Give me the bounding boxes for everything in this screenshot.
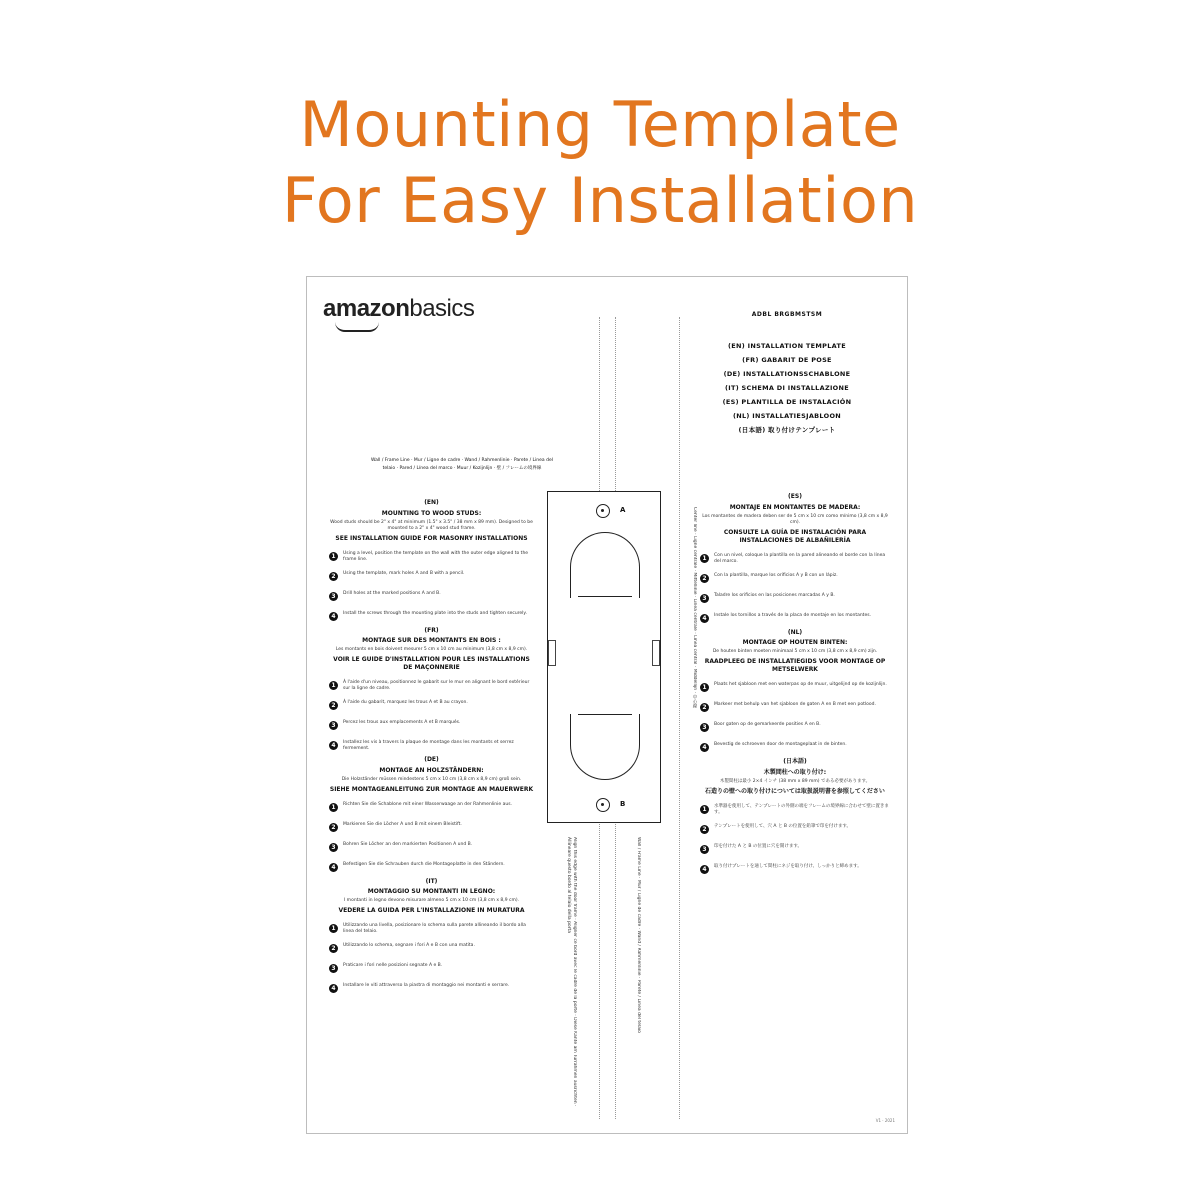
template-titles	[707, 339, 867, 437]
step-text: Utilizzando una livella, posizionare lo schema sulla parete allineando il bordo alla linea del telaio.	[343, 923, 526, 934]
section-intro: I montanti in legno devono misurare almeno 5 cm x 10 cm (3,8 cm x 8,9 cm).	[343, 898, 520, 903]
section-language: (DE)	[424, 756, 439, 763]
instruction-step	[700, 864, 890, 876]
step-number-badge: 1	[700, 683, 709, 692]
step-text: Con la plantilla, marque los orificios A y B con un lápiz.	[714, 572, 838, 578]
step-number-badge: 4	[700, 743, 709, 752]
section-intro: Wood studs should be 2" x 4" at minimum (1.5" x 3.5" / 38 mm x 89 mm). Designed to be mounted to a 2" x 4" wood stud frame.	[330, 519, 533, 531]
instruction-step	[700, 702, 890, 714]
section-heading: MONTAGE SUR DES MONTANTS EN BOIS :	[362, 637, 501, 644]
step-number-badge: 3	[329, 843, 338, 852]
step-text: テンプレートを使用して、穴 A と B の位置を鉛筆で印を付けます。	[714, 823, 852, 829]
template-title: (EN) INSTALLATION TEMPLATE	[728, 342, 846, 350]
step-number-badge: 2	[700, 703, 709, 712]
instruction-step	[700, 553, 890, 565]
step-number-badge: 2	[329, 944, 338, 953]
section-heading: MOUNTING TO WOOD STUDS:	[381, 509, 482, 517]
frame-line-note: Wall / Frame Line · Mur / Ligne de cadre · Wand / Rahmenlinie · Parete / Linea del telaio · Pared / Línea del marco · Muur / Kozijnlijn · 壁 / フレームの境界線	[371, 458, 553, 471]
step-number-badge: 4	[329, 984, 338, 993]
template-title: (ES) PLANTILLA DE INSTALACIÓN	[722, 398, 852, 406]
step-number-badge: 2	[329, 701, 338, 710]
side-tab-right	[652, 640, 660, 666]
instruction-step	[329, 700, 534, 712]
step-text: Instale los tornillos a través de la placa de montaje en los montantes.	[714, 612, 871, 618]
brand-logo	[323, 295, 474, 323]
side-tab-left	[548, 640, 556, 666]
instructions-left-column	[329, 495, 534, 995]
footer-code: V1 · 2021	[875, 1118, 895, 1123]
section-heading: 木製間柱への取り付け:	[763, 768, 827, 776]
step-text: Install the screws through the mounting plate into the studs and tighten securely.	[343, 610, 527, 616]
section-intro: Die Holzständer müssen mindestens 5 cm x 10 cm (3,8 cm x 8,9 cm) groß sein.	[341, 776, 522, 782]
step-text: Boor gaten op de gemarkeerde posities A en B.	[714, 722, 821, 727]
instruction-step	[329, 822, 534, 834]
step-text: Plaats het sjabloon met een waterpas op de muur, uitgelijnd op de kozijnlijn.	[714, 682, 887, 687]
section-subheading: 石造りの壁への取り付けについては取扱説明書を参照してください	[705, 787, 885, 795]
step-number-badge: 1	[329, 552, 338, 561]
template-title: (NL) INSTALLATIESJABLOON	[732, 412, 842, 420]
hole-label-a: A	[620, 506, 626, 514]
mounting-plate-outline	[547, 491, 661, 823]
step-text: Befestigen Sie die Schrauben durch die Montageplatte in den Ständern.	[343, 861, 505, 867]
model-number: ADBL BRGBMSTSM	[751, 311, 823, 318]
step-number-badge: 3	[700, 723, 709, 732]
step-number-badge: 4	[329, 612, 338, 621]
vertical-note-2: Wall / Frame Line · Mur / Ligne de cadre · Wand / Rahmenlinie · Parete / Linea del telaio	[636, 837, 641, 1033]
instruction-step	[329, 591, 534, 603]
instruction-step	[700, 824, 890, 836]
step-number-badge: 1	[700, 554, 709, 563]
step-text: Installez les vis à travers la plaque de montage dans les montants et serrez fermement.	[343, 740, 514, 751]
vertical-note-1: Align this edge with the door frame · Aligner ce bord avec le cadre de la porte · Diese Kante am Türrahmen ausrichten · Allineare questo bordo al telaio della porta	[566, 837, 577, 1107]
instruction-step	[700, 722, 890, 734]
hole-label-b: B	[620, 800, 626, 808]
instruction-step	[700, 613, 890, 625]
step-text: Using a level, position the template on the wall with the outer edge aligned to the frame line.	[343, 550, 529, 562]
step-text: Bohren Sie Löcher an den markierten Positionen A und B.	[343, 841, 473, 847]
step-text: Markieren Sie die Löcher A und B mit einem Bleistift.	[343, 821, 462, 827]
lower-slot-outline	[570, 714, 640, 780]
section-subheading: VEDERE LA GUIDA PER L'INSTALLAZIONE IN MURATURA	[338, 907, 525, 914]
instruction-step	[329, 551, 534, 563]
installation-template-sheet	[306, 276, 908, 1134]
section-subheading: CONSULTE LA GUÍA DE INSTALACIÓN PARA INSTALACIONES DE ALBAÑILERÍA	[723, 528, 867, 544]
instruction-step	[329, 740, 534, 752]
step-number-badge: 4	[700, 865, 709, 874]
step-number-badge: 2	[329, 823, 338, 832]
step-text: Using the template, mark holes A and B with a pencil.	[343, 570, 465, 576]
instruction-step	[329, 983, 534, 995]
section-intro: 木製間柱は最小 2×4 インチ (38 mm x 89 mm) である必要があります。	[719, 778, 871, 784]
section-language: (ES)	[788, 493, 802, 500]
step-text: Installare le viti attraverso la piastra di montaggio nei montanti e serrare.	[343, 983, 510, 988]
step-number-badge: 3	[329, 592, 338, 601]
instruction-step	[700, 804, 890, 816]
instruction-step	[700, 844, 890, 856]
step-text: Drill holes at the marked positions A and B.	[343, 590, 441, 596]
step-number-badge: 3	[700, 845, 709, 854]
step-number-badge: 3	[329, 721, 338, 730]
step-number-badge: 1	[329, 681, 338, 690]
section-language: (日本語)	[783, 758, 807, 765]
section-subheading: VOIR LE GUIDE D'INSTALLATION POUR LES INSTALLATIONS DE MAÇONNERIE	[333, 656, 530, 671]
step-text: Taladre los orificios en las posiciones marcadas A y B.	[714, 592, 835, 598]
headline-line-1: Mounting Template	[299, 88, 901, 161]
step-text: Bevestig de schroeven door de montageplaat in de binten.	[714, 742, 847, 747]
instruction-step	[329, 923, 534, 935]
instruction-step	[329, 680, 534, 692]
template-title: (FR) GABARIT DE POSE	[742, 356, 832, 364]
section-heading: MONTAGE OP HOUTEN BINTEN:	[742, 639, 848, 646]
smile-arrow-icon	[335, 322, 379, 332]
step-number-badge: 2	[700, 825, 709, 834]
template-title: (DE) INSTALLATIONSSCHABLONE	[723, 370, 851, 378]
section-heading: MONTAGE AN HOLZSTÄNDERN:	[379, 766, 484, 774]
step-text: À l'aide du gabarit, marquez les trous A et B au crayon.	[343, 700, 468, 705]
instruction-step	[329, 943, 534, 955]
instruction-step	[329, 862, 534, 874]
upper-slot-outline	[570, 532, 640, 598]
step-text: Markeer met behulp van het sjabloon de gaten A en B met een potlood.	[714, 702, 876, 707]
step-text: Con un nivel, coloque la plantilla en la pared alineando el borde con la línea del marco.	[714, 552, 886, 564]
step-number-badge: 4	[329, 741, 338, 750]
step-number-badge: 4	[329, 863, 338, 872]
section-language: (NL)	[787, 628, 803, 636]
step-number-badge: 1	[329, 924, 338, 933]
template-title: (IT) SCHEMA DI INSTALLAZIONE	[725, 384, 849, 392]
brand-logo-part1: amazon	[323, 295, 410, 322]
screw-hole-a-icon	[596, 504, 610, 518]
template-title: (日本語) 取り付けテンプレート	[738, 426, 836, 434]
instruction-step	[329, 842, 534, 854]
section-language: (FR)	[424, 626, 439, 634]
instruction-step	[329, 720, 534, 732]
section-heading: MONTAJE EN MONTANTES DE MADERA:	[729, 503, 861, 511]
step-text: Richten Sie die Schablone mit einer Wasserwaage an der Rahmenlinie aus.	[343, 801, 512, 807]
step-text: À l'aide d'un niveau, positionnez le gabarit sur le mur en alignant le bord extérieur sur la ligne de cadre.	[343, 680, 530, 691]
step-text: Percez les trous aux emplacements A et B marqués.	[343, 720, 461, 725]
instruction-step	[329, 571, 534, 583]
section-intro: Los montantes de madera deben ser de 5 cm x 10 cm como mínimo (3,8 cm x 8,9 cm).	[702, 513, 888, 525]
instruction-step	[700, 573, 890, 585]
instruction-step	[700, 742, 890, 754]
step-text: 印を付けた A と B の位置に穴を開けます。	[714, 843, 803, 849]
step-number-badge: 3	[700, 594, 709, 603]
headline-line-2: For Easy Installation	[281, 164, 919, 237]
section-subheading: RAADPLEEG DE INSTALLATIEGIDS VOOR MONTAGE OP METSELWERK	[704, 658, 886, 673]
step-number-badge: 1	[329, 803, 338, 812]
step-text: Praticare i fori nelle posizioni segnate A e B.	[343, 963, 443, 968]
step-number-badge: 2	[700, 574, 709, 583]
section-intro: De houten binten moeten minimaal 5 cm x 10 cm (3,8 cm x 8,9 cm) zijn.	[712, 649, 878, 654]
section-language: (IT)	[425, 877, 438, 885]
guide-line-right	[679, 317, 680, 1119]
section-subheading: SIEHE MONTAGEANLEITUNG ZUR MONTAGE AN MAUERWERK	[329, 785, 534, 793]
brand-logo-part2: basics	[409, 295, 475, 322]
section-language: (EN)	[424, 499, 439, 506]
instruction-step	[329, 802, 534, 814]
section-heading: MONTAGGIO SU MONTANTI IN LEGNO:	[367, 888, 496, 895]
step-text: 水準器を使用して、テンプレートの外側の端をフレームの境界線に合わせて壁に置きます。	[714, 803, 889, 815]
screw-hole-b-icon	[596, 798, 610, 812]
step-text: 取り付けプレートを通して間柱にネジを取り付け、しっかりと締めます。	[714, 863, 862, 869]
step-number-badge: 1	[700, 805, 709, 814]
instruction-step	[700, 682, 890, 694]
instructions-right-column	[700, 489, 890, 876]
section-intro: Les montants en bois doivent mesurer 5 cm x 10 cm au minimum (3,8 cm x 8,9 cm).	[335, 647, 528, 652]
instruction-step	[329, 963, 534, 975]
step-number-badge: 3	[329, 964, 338, 973]
instruction-step	[329, 611, 534, 623]
upper-slot-line	[578, 596, 632, 597]
step-number-badge: 4	[700, 614, 709, 623]
vertical-note-3: Center line · Ligne centrale · Mittellinie · Linea centrale · Línea central · Middellijn · 中心線	[692, 507, 697, 708]
instruction-step	[700, 593, 890, 605]
section-subheading: SEE INSTALLATION GUIDE FOR MASONRY INSTALLATIONS	[335, 534, 528, 542]
step-number-badge: 2	[329, 572, 338, 581]
step-text: Utilizzando lo schema, segnare i fori A e B con una matita.	[343, 943, 475, 948]
